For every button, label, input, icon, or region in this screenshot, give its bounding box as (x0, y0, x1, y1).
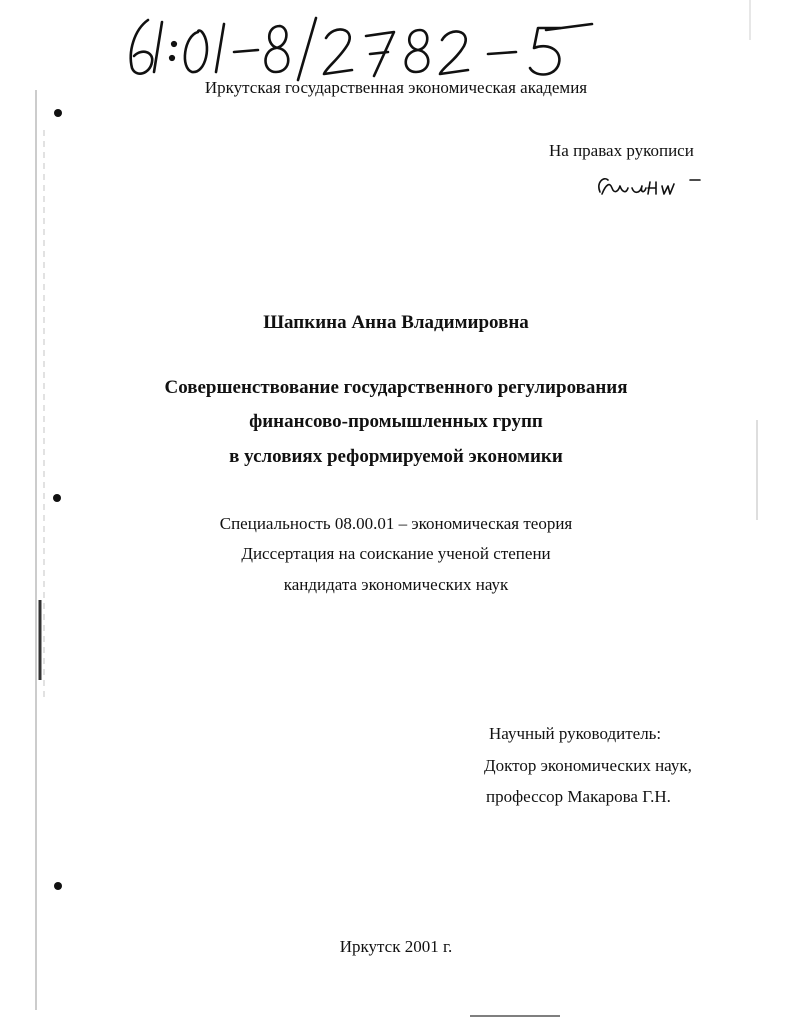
supervisor-name: профессор Макарова Г.Н. (486, 787, 671, 806)
institution-name: Иркутская государственная экономическая академия (204, 78, 588, 97)
author-name: Шапкина Анна Владимировна (263, 312, 529, 333)
handwritten-shelf-mark (120, 8, 640, 88)
supervisor-label: Научный руководитель: (489, 724, 662, 743)
specialty: Специальность 08.00.01 – экономическая теория (219, 514, 573, 533)
degree-line: кандидата экономических наук (283, 575, 509, 594)
city-year: Иркутск 2001 г. (339, 937, 453, 956)
title-line-1: Совершенствование государственного регулирования (164, 377, 628, 398)
title-line-3: в условиях реформируемой экономики (229, 446, 563, 467)
handwritten-signature (590, 168, 710, 204)
supervisor-title: Доктор экономических наук, (484, 756, 692, 775)
rights-notice: На правах рукописи (549, 141, 694, 160)
dissertation-line: Диссертация на соискание ученой степени (241, 544, 551, 563)
title-line-2: финансово-промышленных групп (249, 411, 543, 432)
